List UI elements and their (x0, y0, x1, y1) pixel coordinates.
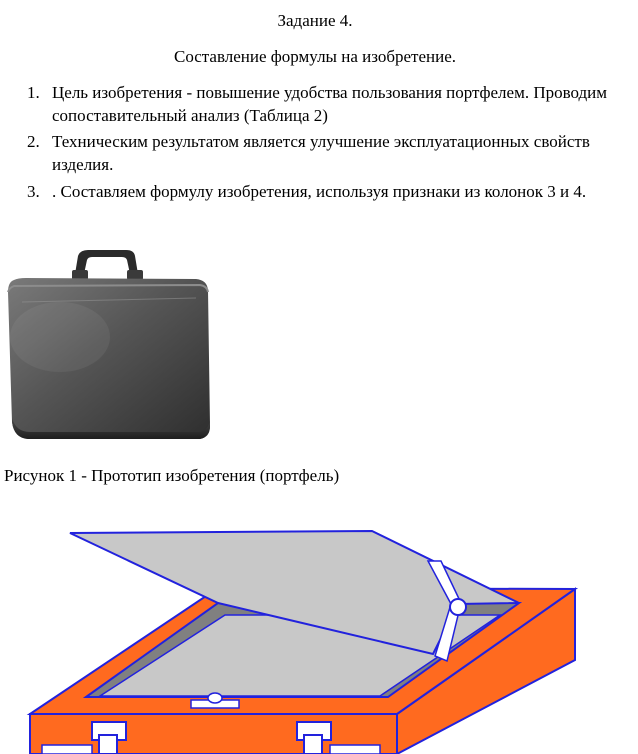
list-item-text: Техническим результатом является улучшение эксплуатационных свойств изделия. (52, 132, 590, 174)
front-pocket-left (42, 745, 92, 754)
briefcase-body (8, 278, 210, 439)
list-item-text: Цель изобретения - повышение удобства пользования портфелем. Проводим сопоставительный анализ (Таблица 2) (52, 83, 608, 125)
list-item-number: 2. (27, 132, 40, 151)
task-title: Задание 4. (277, 11, 353, 30)
briefcase-diagram (0, 500, 638, 754)
list-item-number: 1. (27, 83, 40, 102)
list-item-number: 3. (27, 182, 40, 201)
task-subtitle: Составление формулы на изобретение. (173, 47, 456, 66)
briefcase-handle (72, 250, 143, 280)
hinge-joint (450, 599, 466, 615)
briefcase-photo (0, 242, 215, 442)
list-item-text: . Составляем формулу изобретения, используя признаки из колонок 3 и 4. (52, 182, 587, 201)
rim-clasp-knob (208, 693, 222, 703)
figure-caption: Рисунок 1 - Прототип изобретения (портфель) (4, 466, 340, 485)
front-pocket-right (330, 745, 380, 754)
